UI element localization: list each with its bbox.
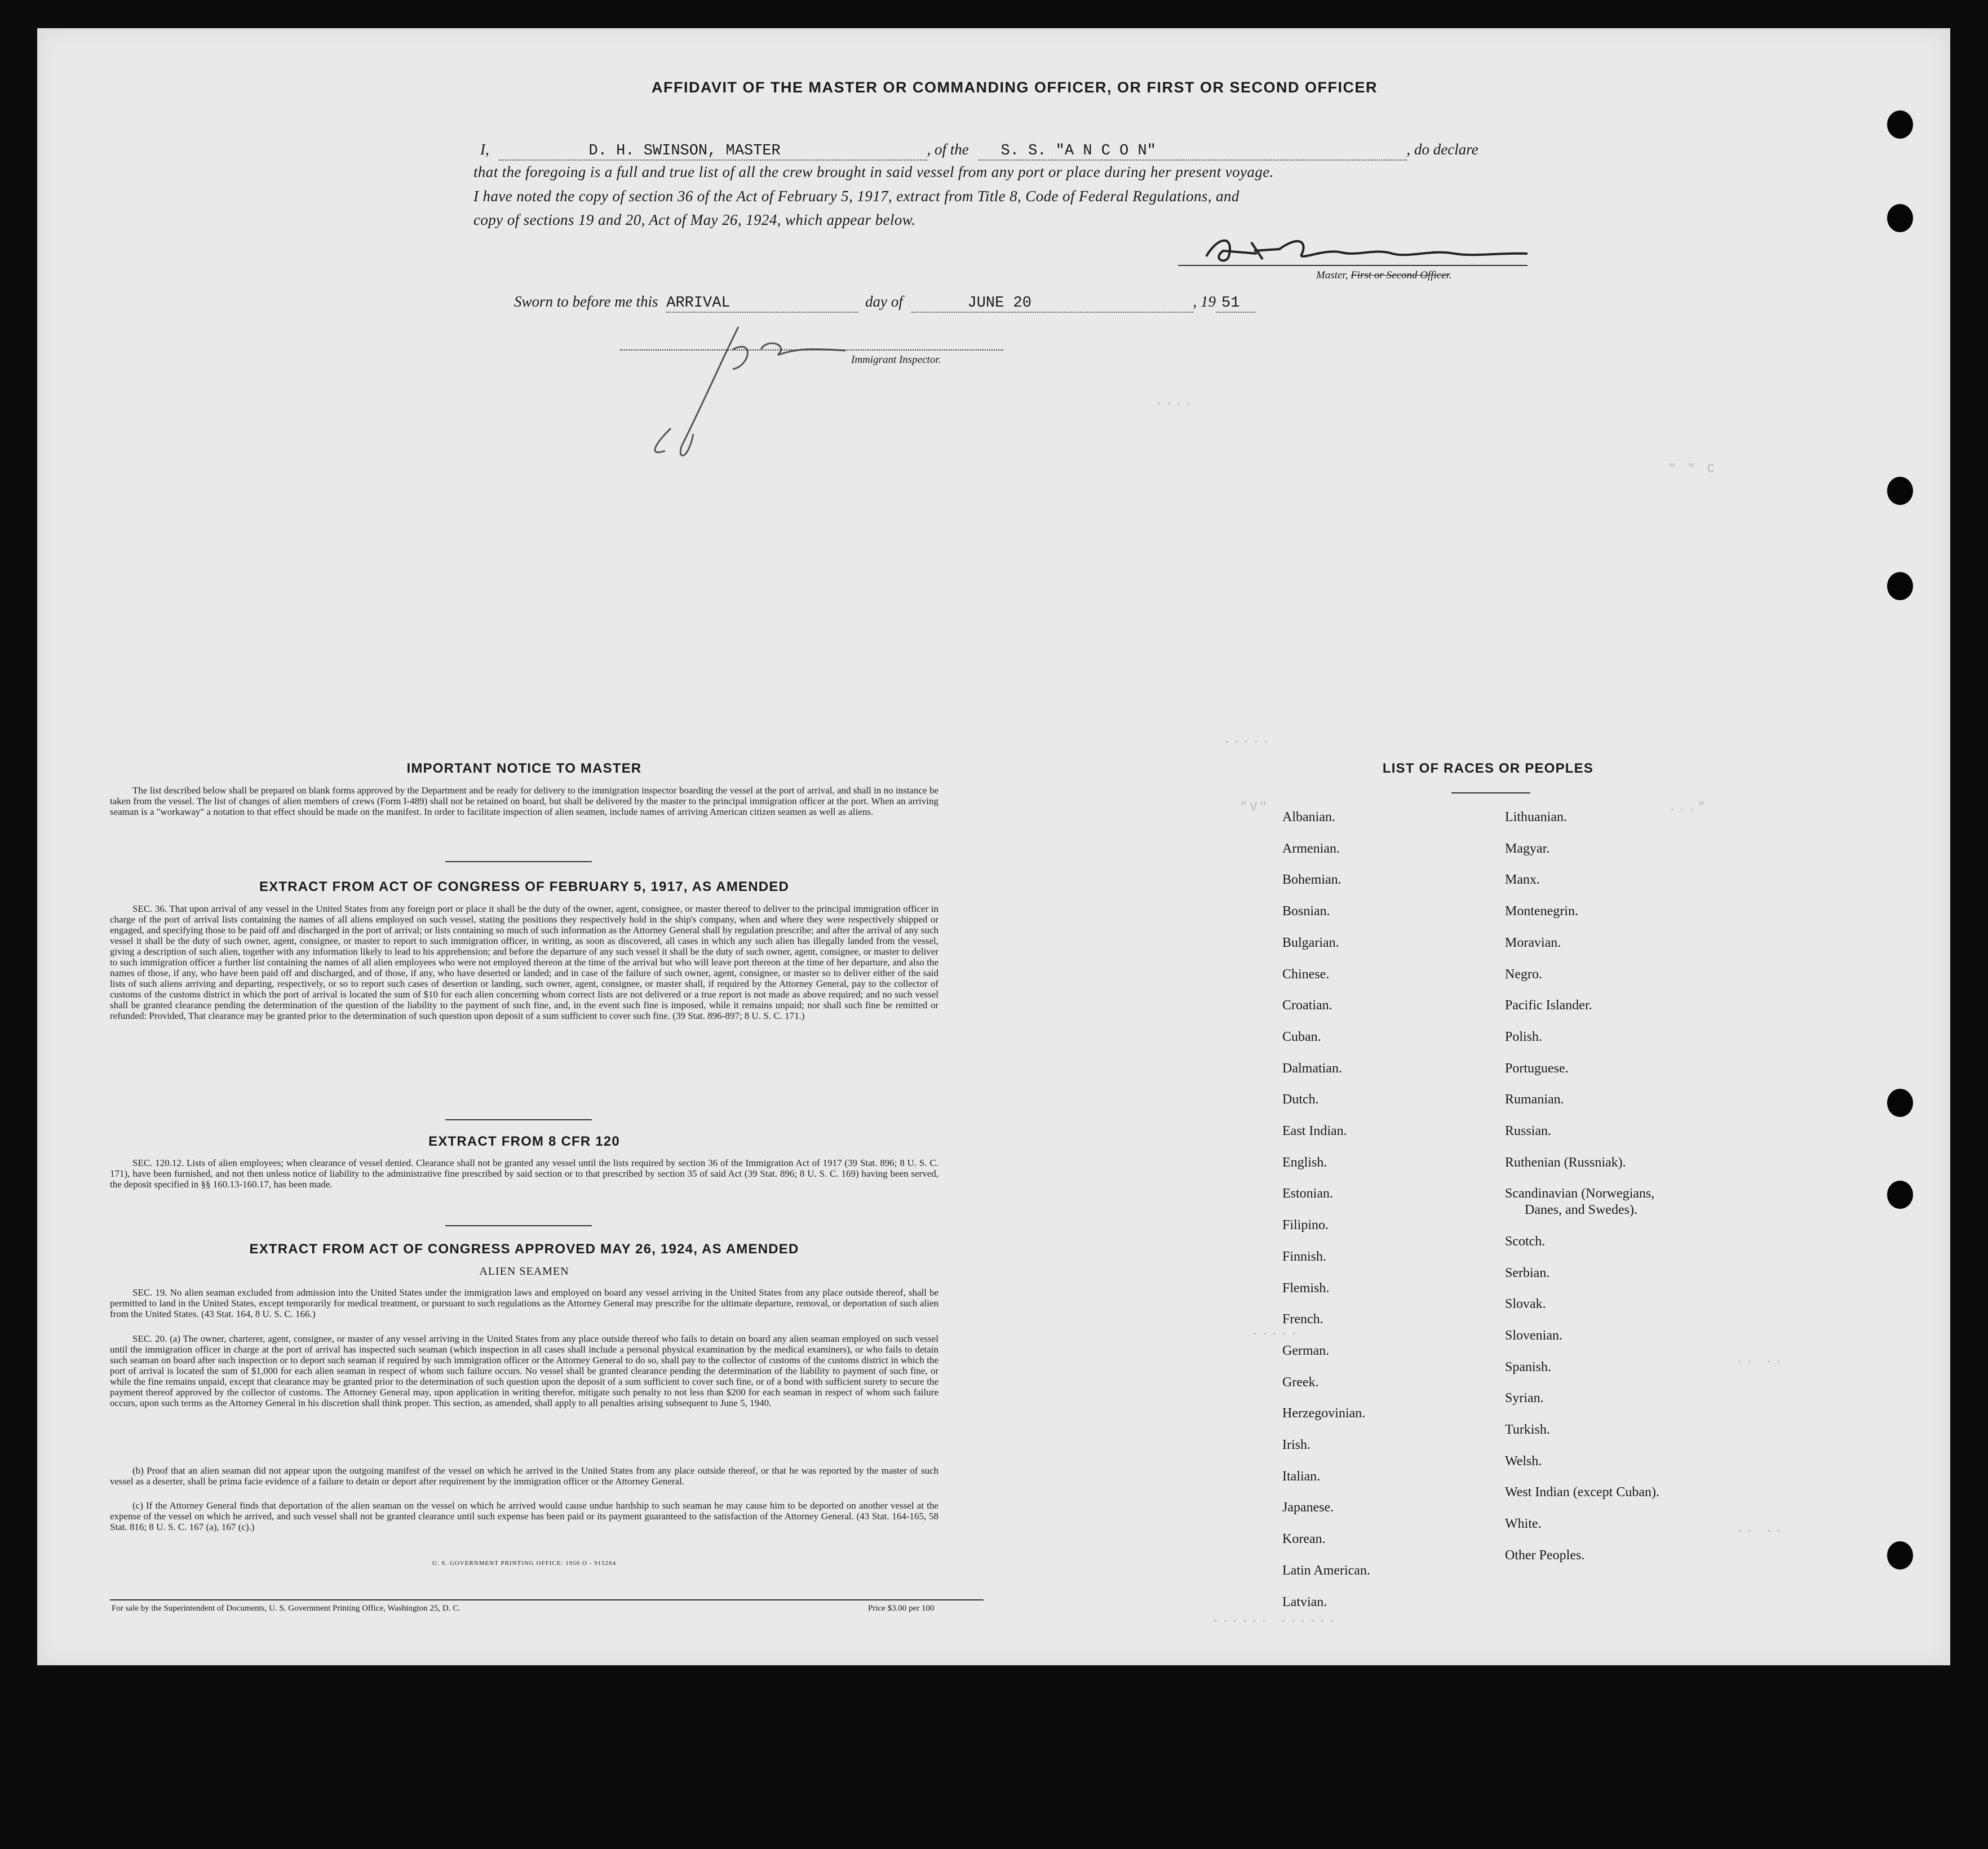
sworn-year-field: 51 [1216, 295, 1255, 313]
race-item: Flemish. [1282, 1280, 1330, 1296]
punch-hole [1887, 204, 1913, 232]
race-item: French. [1282, 1312, 1323, 1327]
race-item: Chinese. [1282, 966, 1330, 982]
race-item: Dalmatian. [1282, 1061, 1342, 1076]
notice-heading: IMPORTANT NOTICE TO MASTER [406, 761, 642, 776]
punch-hole [1887, 110, 1913, 139]
race-item: Bohemian. [1282, 872, 1341, 888]
race-item: Irish. [1282, 1438, 1310, 1452]
race-item: Manx. [1505, 872, 1540, 888]
document-title: AFFIDAVIT OF THE MASTER OR COMMANDING OFFICER, OR FIRST OR SECOND OFFICER [652, 79, 1378, 96]
race-item: Scotch. [1505, 1234, 1546, 1249]
gpo-imprint: U. S. GOVERNMENT PRINTING OFFICE: 1950 O - 915264 [432, 1560, 617, 1567]
race-item: Herzegovinian. [1282, 1406, 1366, 1421]
year-prefix-label: , 19 [1193, 293, 1216, 310]
race-item: Latin American. [1282, 1563, 1370, 1578]
inspector-caption: Immigrant Inspector. [851, 354, 941, 366]
master-name-field: D. H. SWINSON, MASTER [499, 143, 927, 161]
divider [445, 861, 592, 862]
race-item: Other Peoples. [1505, 1548, 1585, 1563]
race-item: Spanish. [1505, 1359, 1552, 1374]
master-signature-line [1178, 265, 1527, 266]
declaration-line-3: I have noted the copy of section 36 of the Act of February 5, 1917, extract from Title 8, Code of Federal Regulations, and [473, 188, 1239, 205]
notice-text: The list described below shall be prepared on blank forms approved by the Department and be ready for delivery to the immigration inspector boarding the vessel at the port of arrival, and shall in no instance be taken from the vessel. The list of changes of alien members of crews (Form I-489) shall not be retained on board, but shall be delivered by the master to the principal immigration officer at the port. When an arriving seaman is a "workaway" a notation to that effect should be made on the manifest. In order to facilitate inspection of alien seamen, include names of arriving American citizen seamen as well as aliens. [110, 785, 938, 817]
footer-price: Price $3.00 per 100 [868, 1604, 935, 1613]
inspector-signature [620, 316, 902, 473]
race-item: Albanian. [1282, 810, 1335, 824]
punch-hole [1887, 1181, 1913, 1209]
race-item: Danes, and Swedes). [1525, 1203, 1637, 1218]
divider [445, 1225, 592, 1226]
of-the-label: , of the [927, 141, 969, 158]
extract-cfr-text: SEC. 120.12. Lists of alien employees; when clearance of vessel denied. Clearance shall not be granted any vessel until the lists required by section 36 of the Immigration Act of 1917 (39 Stat. 896; 8 U. S. C. 171), have been furnished, and not then unless notice of liability to the administrative fine prescribed by said section or to that prescribed by section 35 of said Act (39 Stat. 896; 8 U. S. C. 169) having been served, the deposit specified in §§ 160.13-160.17, has been made. [110, 1158, 938, 1190]
race-item: Italian. [1282, 1469, 1321, 1484]
declaration-line-4: copy of sections 19 and 20, Act of May 26, 1924, which appear below. [473, 211, 916, 228]
declaration-line-2: that the foregoing is a full and true list of all the crew brought in said vessel from any port or place during her present voyage. [473, 163, 1274, 180]
sworn-day-field: ARRIVAL [666, 295, 858, 313]
race-item: Negro. [1505, 966, 1542, 982]
sec-19-text: SEC. 19. No alien seaman excluded from admission into the United States under the immigration laws and employed on board any vessel arriving in the United States from any place outside thereof, shall be permitted to land in the United States, except temporarily for medical treatment, or pursuant to such regulations as the Attorney General may prescribe for the ultimate departure, removal, or deportation of such alien from the United States. (43 Stat. 164, 8 U. S. C. 166.) [110, 1287, 938, 1319]
race-item: Japanese. [1282, 1500, 1334, 1515]
race-item: Bulgarian. [1282, 935, 1339, 950]
race-item: Serbian. [1505, 1265, 1550, 1280]
punch-hole [1887, 477, 1913, 505]
extract-1917-heading: EXTRACT FROM ACT OF CONGRESS OF FEBRUARY 5, 1917, AS AMENDED [259, 879, 790, 894]
race-item: Dutch. [1282, 1092, 1319, 1107]
race-item: Lithuanian. [1505, 810, 1567, 824]
race-item: Greek. [1282, 1374, 1319, 1390]
race-item: German. [1282, 1343, 1330, 1358]
race-item: Pacific Islander. [1505, 998, 1592, 1013]
race-item: Russian. [1505, 1124, 1552, 1138]
race-item: Estonian. [1282, 1186, 1333, 1201]
race-item: Croatian. [1282, 998, 1332, 1013]
race-item: West Indian (except Cuban). [1505, 1485, 1659, 1500]
sworn-label: Sworn to before me this [514, 293, 658, 310]
race-item: Rumanian. [1505, 1092, 1564, 1107]
race-item: English. [1282, 1155, 1327, 1170]
master-caption-prefix: Master, [1316, 269, 1348, 281]
sec-20c-text: (c) If the Attorney General finds that deportation of the alien seaman on the vessel on which he arrived would cause undue hardship to such seaman he may cause him to be deported on another vessel at the expense of the vessel on which he arrived, and such vessel shall not be granted clearance until such expense has been paid or its payment guaranteed to the satisfaction of the Attorney General. (43 Stat. 164-165, 58 Stat. 816; 8 U. S. C. 167 (a), 167 (c).) [110, 1500, 938, 1532]
inspector-signature-image [620, 316, 902, 473]
race-item: Finnish. [1282, 1249, 1327, 1264]
race-item: Ruthenian (Russniak). [1505, 1155, 1626, 1170]
race-item: Welsh. [1505, 1453, 1542, 1469]
master-signature-image [1195, 225, 1533, 271]
race-item: Slovak. [1505, 1297, 1546, 1312]
race-item: Portuguese. [1505, 1061, 1569, 1076]
punch-hole [1887, 1541, 1913, 1569]
races-divider [1451, 792, 1530, 793]
punch-hole [1887, 1089, 1913, 1117]
race-item: Polish. [1505, 1029, 1543, 1044]
race-item: Montenegrin. [1505, 904, 1578, 919]
race-item: Korean. [1282, 1532, 1326, 1547]
master-caption-suffix: . [1449, 269, 1452, 281]
master-caption [1316, 269, 1452, 282]
master-caption-struck: First or Second Officer [1351, 269, 1449, 281]
i-label: I, [480, 141, 489, 158]
race-item: White. [1505, 1517, 1542, 1532]
alien-seamen-subheading: ALIEN SEAMEN [479, 1265, 569, 1278]
race-item: Slovenian. [1505, 1328, 1562, 1343]
punch-hole [1887, 572, 1913, 600]
day-of-label: day of [865, 293, 903, 310]
inspector-signature-line [620, 349, 1003, 351]
races-heading: LIST OF RACES OR PEOPLES [1382, 761, 1594, 776]
sec-20b-text: (b) Proof that an alien seaman did not appear upon the outgoing manifest of the vessel on which he arrived in the United States from any place outside thereof, or that he was reported by the master of such vessel as a deserter, shall be prima facie evidence of a failure to detain or deport after requirement by the immigration officer or the Attorney General. [110, 1465, 938, 1487]
footer-rule [110, 1599, 984, 1600]
race-item: Syrian. [1505, 1391, 1544, 1406]
extract-1917-text: SEC. 36. That upon arrival of any vessel in the United States from any foreign port or place it shall be the duty of the owner, agent, consignee, or master thereof to deliver to the principal immigration officer in charge of the port of arrival lists containing the names of all aliens employed on such vessel, stating the positions they respectively hold in the ship's company, when and where they were respectively shipped or engaged, and specifying those to be paid off and discharged in the port of arrival; or lists containing so much of such information as the Attorney General shall by regulation prescribe; and after the arrival of any such vessel it shall be the duty of such owner, agent, consignee, or master to report to such immigration officer, in writing, as soon as discovered, all cases in which any such alien has illegally landed from the vessel, giving a description of such alien, together with any information likely to lead to his apprehension; and before the departure of any such vessel it shall be the duty of such owner, agent, consignee, or master to deliver to such immigration officer a further list containing the names of all alien employees who were not employed thereon at the time of the arrival but who will leave port thereon at the time of her departure, and also the names of those, if any, who have been paid off and discharged, and of those, if any, who have deserted or landed; and in case of the failure of such owner, agent, consignee, or master so to deliver either of the said lists of such aliens arriving and departing, respectively, or so to report such cases of desertion or landing, such owner, agent, consignee, or master shall, if required by the Attorney General, pay to the collector of customs of the customs district in which the port of arrival is located the sum of $10 for each alien concerning whom correct lists are not delivered or a true report is not made as above required; and no such vessel shall be granted clearance pending the determination of the question of the liability to the payment of such fine, and, in the event such fine is imposed, while it remains unpaid; nor shall such fine be remitted or refunded: Provided, That clearance may be granted prior to the determination of such question upon deposit of a sum sufficient to cover such fine. (39 Stat. 896-897; 8 U. S. C. 171.) [110, 903, 938, 1021]
race-item: Cuban. [1282, 1029, 1321, 1044]
race-item: Turkish. [1505, 1422, 1550, 1437]
document-page [37, 28, 1950, 1665]
footer-sale-text: For sale by the Superintendent of Documents, U. S. Government Printing Office, Washington 25, D. C. [112, 1604, 461, 1613]
sec-20a-text: SEC. 20. (a) The owner, charterer, agent, consignee, or master of any vessel arriving in the United States from any place outside thereof who fails to detain on board any alien seaman employed on such vessel until the immigration officer in charge at the port of arrival has inspected such seaman (which inspection in all cases shall include a personal physical examination by the medical examiners), or who fails to detain such seaman on board after such inspection or to deport such seaman if required by such immigration officer or the Attorney General to do so, shall pay to the collector of customs of the customs district in which the port of arrival is located the sum of $1,000 for each alien seaman in respect of whom such failure occurs. No vessel shall be granted clearance pending the determination of the liability to payment of such fine, or while the fine remains unpaid, except that clearance may be granted prior to the determination of such question upon the deposit of a sum sufficient to cover such fine, or of a bond with sufficient surety to secure the payment thereof approved by the collector of customs. The Attorney General may, upon application in writing therefor, mitigate such penalty to not less than $200 for each seaman in respect of whom such failure occurs, upon such terms as the Attorney General in his discretion shall think proper. This section, as amended, shall apply to all penalties arising subsequent to June 5, 1940. [110, 1333, 938, 1408]
declaration-line-1 [480, 141, 1478, 161]
race-item: East Indian. [1282, 1124, 1347, 1138]
sworn-line [514, 293, 1255, 313]
vessel-name-field: S. S. "A N C O N" [978, 143, 1407, 161]
sworn-month-field: JUNE 20 [911, 295, 1193, 313]
race-item: Latvian. [1282, 1594, 1327, 1609]
race-item: Armenian. [1282, 841, 1340, 856]
race-item: Filipino. [1282, 1218, 1329, 1233]
race-item: Magyar. [1505, 841, 1550, 856]
race-item: Scandinavian (Norwegians, [1505, 1186, 1655, 1201]
extract-1924-heading: EXTRACT FROM ACT OF CONGRESS APPROVED MAY 26, 1924, AS AMENDED [249, 1241, 799, 1257]
do-declare-label: , do declare [1406, 141, 1478, 158]
extract-cfr-heading: EXTRACT FROM 8 CFR 120 [428, 1134, 620, 1149]
race-item: Moravian. [1505, 935, 1561, 950]
race-item: Bosnian. [1282, 904, 1330, 919]
master-signature [1195, 225, 1533, 271]
divider [445, 1119, 592, 1120]
